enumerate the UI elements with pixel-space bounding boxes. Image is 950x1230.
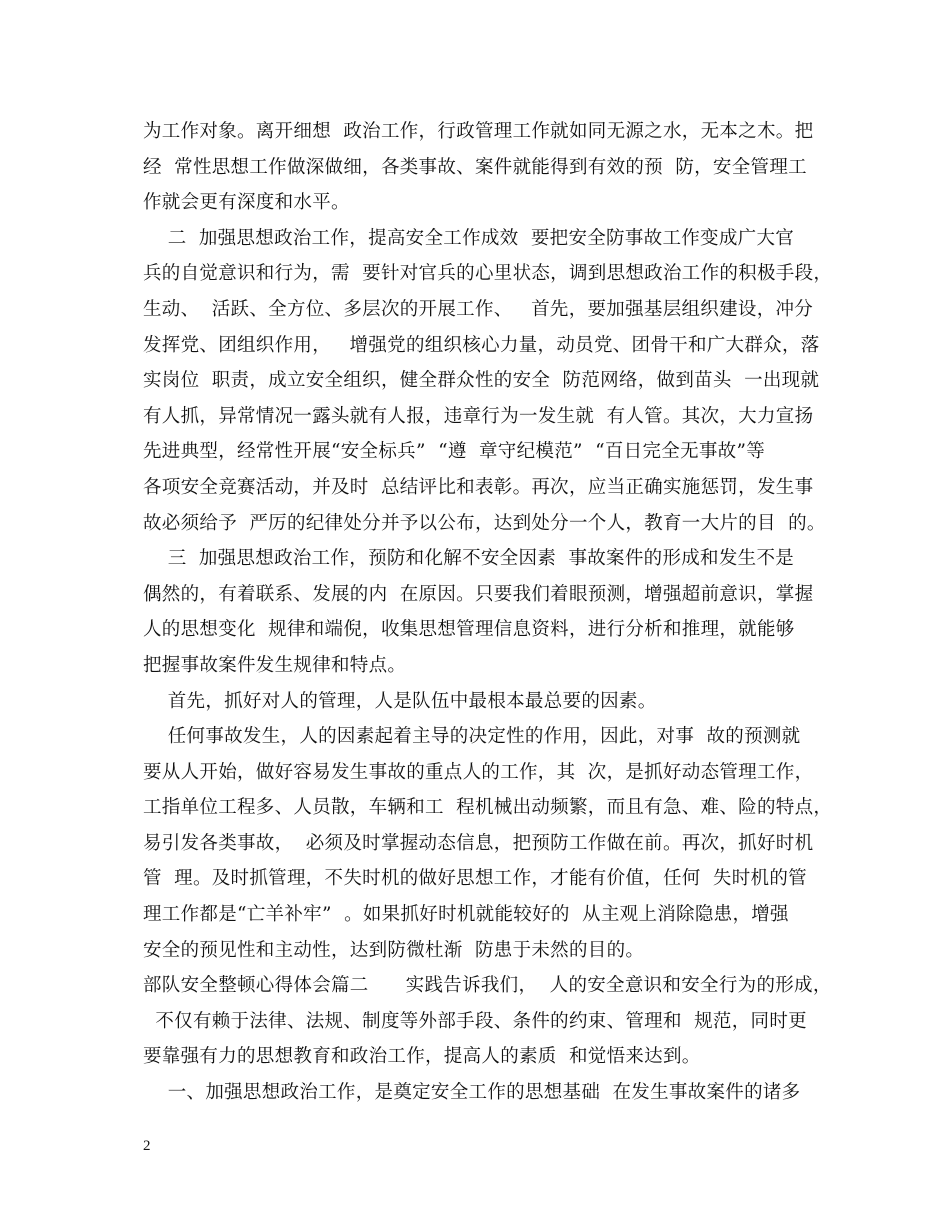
page-number: 2 <box>143 1138 151 1154</box>
text-line: 二 加强思想政治工作，提高安全工作成效 要把安全防事故工作变成广大官 <box>143 227 795 249</box>
text-line: 不仅有赖于法律、法规、制度等外部手段、条件的约束、管理和 规范，同时更 <box>143 1010 807 1032</box>
text-line: 把握事故案件发生规律和特点。 <box>143 654 407 676</box>
text-line: 工指单位工程多、人员散，车辆和工 程机械出动频繁，而且有急、难、险的特点， <box>143 797 833 819</box>
text-line: 一、加强思想政治工作，是奠定安全工作的思想基础 在发生事故案件的诸多 <box>143 1082 801 1104</box>
text-line: 要靠强有力的思想教育和政治工作，提高人的素质 和觉悟来达到。 <box>143 1046 701 1068</box>
text-line: 实岗位 职责，成立安全组织，健全群众性的安全 防范网络，做到苗头 一出现就 <box>143 370 820 392</box>
text-line: 理工作都是“亡羊补牢” 。如果抓好时机就能较好的 从主观上消除隐患，增强 <box>143 904 789 926</box>
text-line: 作就会更有深度和水平。 <box>143 192 350 214</box>
text-line: 首先，抓好对人的管理，人是队伍中最根本最总要的因素。 <box>143 690 657 712</box>
text-line: 发挥党、团组织作用， 增强党的组织核心力量，动员党、团骨干和广大群众，落 <box>143 334 820 356</box>
text-line: 要从人开始，做好容易发生事故的重点人的工作，其 次，是抓好动态管理工作， <box>143 761 814 783</box>
text-line: 人的思想变化 规律和端倪，收集思想管理信息资料，进行分析和推理，就能够 <box>143 619 795 641</box>
text-line: 兵的自觉意识和行为，需 要针对官兵的心里状态，调到思想政治工作的积极手段， <box>143 263 833 285</box>
text-line: 有人抓，异常情况一露头就有人报，违章行为一发生就 有人管。其次，大力宣扬 <box>143 405 814 427</box>
document-body <box>143 114 833 1111</box>
text-line: 三 加强思想政治工作，预防和化解不安全因素 事故案件的形成和发生不是 <box>143 548 795 570</box>
text-line: 偶然的，有着联系、发展的内 在原因。只要我们着眼预测，增强超前意识，掌握 <box>143 583 814 605</box>
text-line: 故必须给予 严厉的纪律处分并予以公布，达到处分一个人，教育一大片的目 的。 <box>143 512 826 534</box>
text-line: 各项安全竞赛活动，并及时 总结评比和表彰。再次，应当正确实施惩罚，发生事 <box>143 476 814 498</box>
text-line: 经 常性思想工作做深做细，各类事故、案件就能得到有效的预 防，安全管理工 <box>143 156 807 178</box>
text-line: 易引发各类事故， 必须及时掌握动态信息，把预防工作做在前。再次，抓好时机 <box>143 832 814 854</box>
text-line: 先进典型，经常性开展“安全标兵” “遵 章守纪模范” “百日完全无事故”等 <box>143 441 766 463</box>
text-line: 为工作对象。离开细想 政治工作，行政管理工作就如同无源之水，无本之木。把 <box>143 121 814 142</box>
text-line: 生动、 活跃、全方位、多层次的开展工作、 首先，要加强基层组织建设，冲分 <box>143 298 814 320</box>
text-line: 任何事故发生，人的因素起着主导的决定性的作用，因此，对事 故的预测就 <box>143 726 801 748</box>
text-line: 安全的预见性和主动性，达到防微杜渐 防患于未然的目的。 <box>143 939 645 961</box>
text-line: 管 理。及时抓管理，不失时机的做好思想工作，才能有价值，任何 失时机的管 <box>143 868 807 890</box>
section-heading-line: 部队安全整顿心得体会篇二 实践告诉我们， 人的安全意识和安全行为的形成， <box>143 975 832 997</box>
